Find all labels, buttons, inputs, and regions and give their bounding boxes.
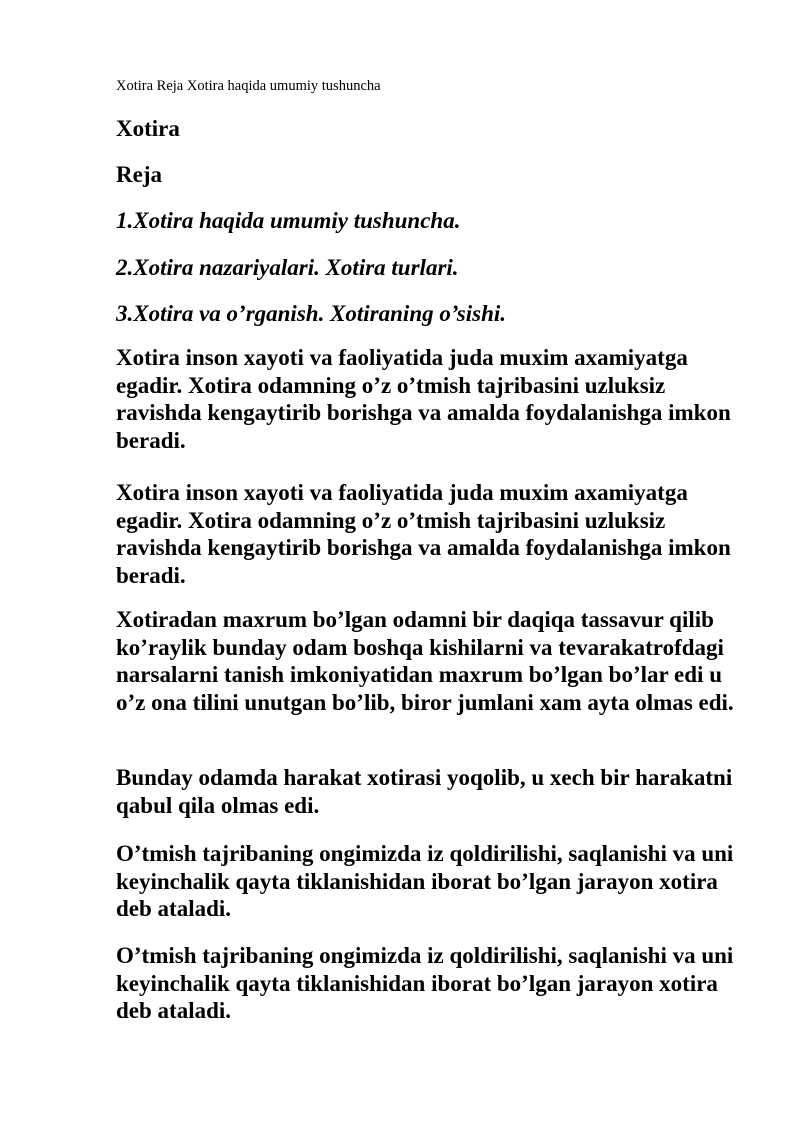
running-header: Xotira Reja Xotira haqida umumiy tushuncha — [116, 78, 381, 94]
paragraph-5: O’tmish tajribaning ongimizda iz qoldirilishi, saqlanishi va uni keyinchalik qayta tiklanishidan iborat bo’lgan jarayon xotira deb ataladi. — [116, 841, 734, 922]
document-title: Xotira — [116, 116, 180, 141]
paragraph-1: Xotira inson xayoti va faoliyatida juda muxim axamiyatga egadir. Xotira odamning o’z o’tmish tajribasini uzluksiz ravishda kengaytirib borishga va amalda foydalanishga imkon beradi. — [116, 345, 731, 453]
plan-item-2: 2.Xotira nazariyalari. Xotira turlari. — [116, 255, 459, 280]
plan-heading: Reja — [116, 162, 162, 187]
paragraph-2: Xotira inson xayoti va faoliyatida juda muxim axamiyatga egadir. Xotira odamning o’z o’tmish tajribasini uzluksiz ravishda kengaytirib borishga va amalda foydalanishga imkon beradi. — [116, 480, 731, 588]
plan-item-3: 3.Xotira va o’rganish. Xotiraning o’sishi. — [116, 301, 507, 326]
paragraph-4: Bunday odamda harakat xotirasi yoqolib, u xech bir harakatni qabul qila olmas edi. — [116, 765, 733, 818]
paragraph-6: O’tmish tajribaning ongimizda iz qoldirilishi, saqlanishi va uni keyinchalik qayta tiklanishidan iborat bo’lgan jarayon xotira deb ataladi. — [116, 943, 734, 1024]
plan-item-1: 1.Xotira haqida umumiy tushuncha. — [116, 208, 461, 233]
paragraph-3: Xotiradan maxrum bo’lgan odamni bir daqiqa tassavur qilib ko’raylik bunday odam boshqa kishilarni va tevarakatrofdagi narsalarni tanish imkoniyatidan maxrum bo’lgan bo’lar edi u o’z ona tilini unutgan bo’lib, biror jumlani xam ayta olmas edi. — [116, 607, 734, 715]
